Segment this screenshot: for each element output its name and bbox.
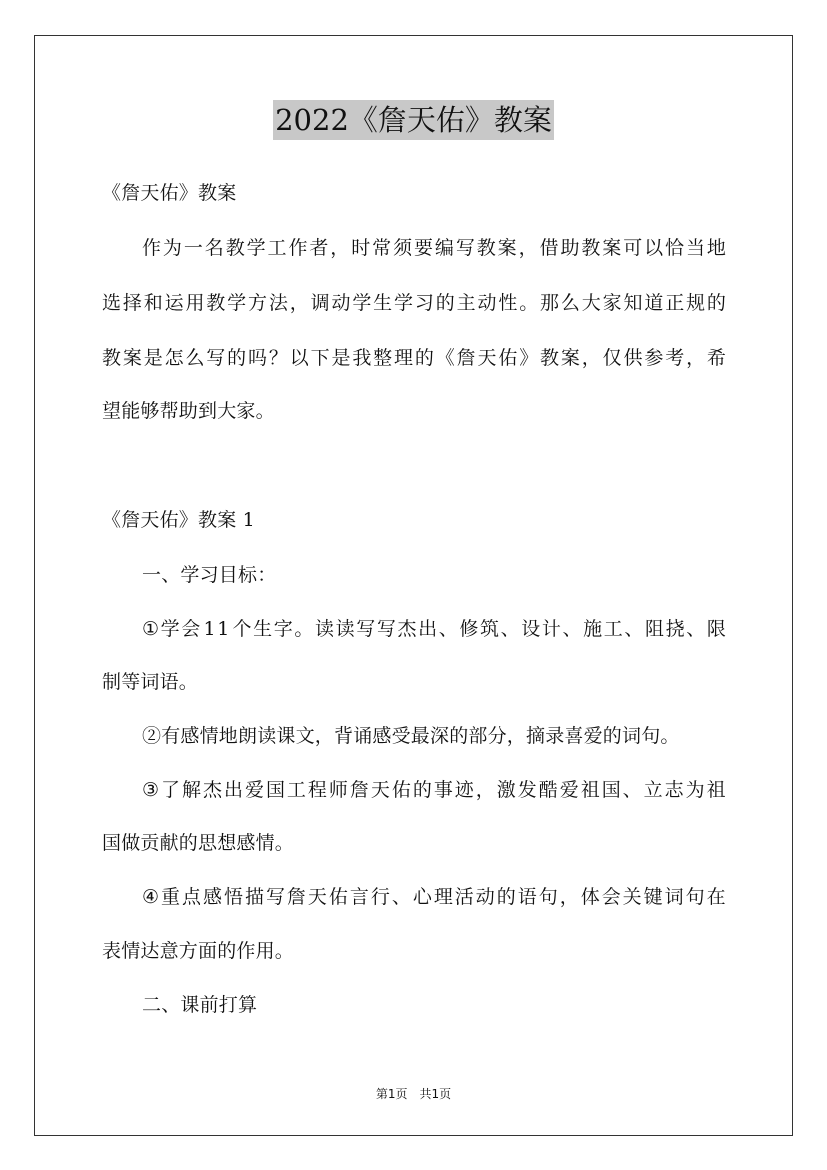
prep-heading: 二、课前打算 — [142, 994, 258, 1016]
intro-line-1: 作 为 一 名 教 学 工 作 者 ， 时 常 须 要 编 写 教 案 ， 借 助 教 案 可 以 恰 当 地 — [142, 237, 726, 259]
goal1-line-2: 制等词语。 — [102, 671, 199, 693]
section-heading: 《詹天佑》教案 1 — [102, 509, 255, 531]
goal4-line-1: ④ 重 点 感 悟 描 写 詹 天 佑 言 行 、 心 理 活 动 的 语 句 ， 体 会 关 键 词 句 在 — [142, 886, 726, 908]
document-title: 2022《詹天佑》教案 — [273, 100, 554, 140]
intro-line-3: 教 案 是 怎 么 写 的 吗 ？ 以 下 是 我 整 理 的 《 詹 天 佑 》 教 案 ， 仅 供 参 考 ， 希 — [102, 347, 726, 369]
intro-line-4: 望能够帮助到大家。 — [102, 400, 275, 422]
goals-heading: 一、学习目标： — [142, 564, 277, 586]
document-subtitle: 《詹天佑》教案 — [102, 182, 237, 204]
goal3-line-2: 国做贡献的思想感情。 — [102, 832, 295, 854]
goal3-line-1: ③ 了 解 杰 出 爱 国 工 程 师 詹 天 佑 的 事 迹 ， 激 发 酷 爱 祖 国 、 立 志 为 祖 — [142, 779, 726, 801]
page-footer: 第1页 共1页 — [375, 1087, 452, 1101]
intro-line-2: 选 择 和 运 用 教 学 方 法 ， 调 动 学 生 学 习 的 主 动 性 。 那 么 大 家 知 道 正 规 的 — [102, 292, 726, 314]
title-container — [0, 100, 827, 140]
goal1-line-1: ① 学 会 1 1 个 生 字 。 读 读 写 写 杰 出 、 修 筑 、 设 计 、 施 工 、 阻 挠 、 限 — [142, 618, 726, 640]
goal2-line: ②有感情地朗读课文，背诵感受最深的部分，摘录喜爱的词句。 — [142, 725, 680, 747]
goal4-line-2: 表情达意方面的作用。 — [102, 940, 295, 962]
